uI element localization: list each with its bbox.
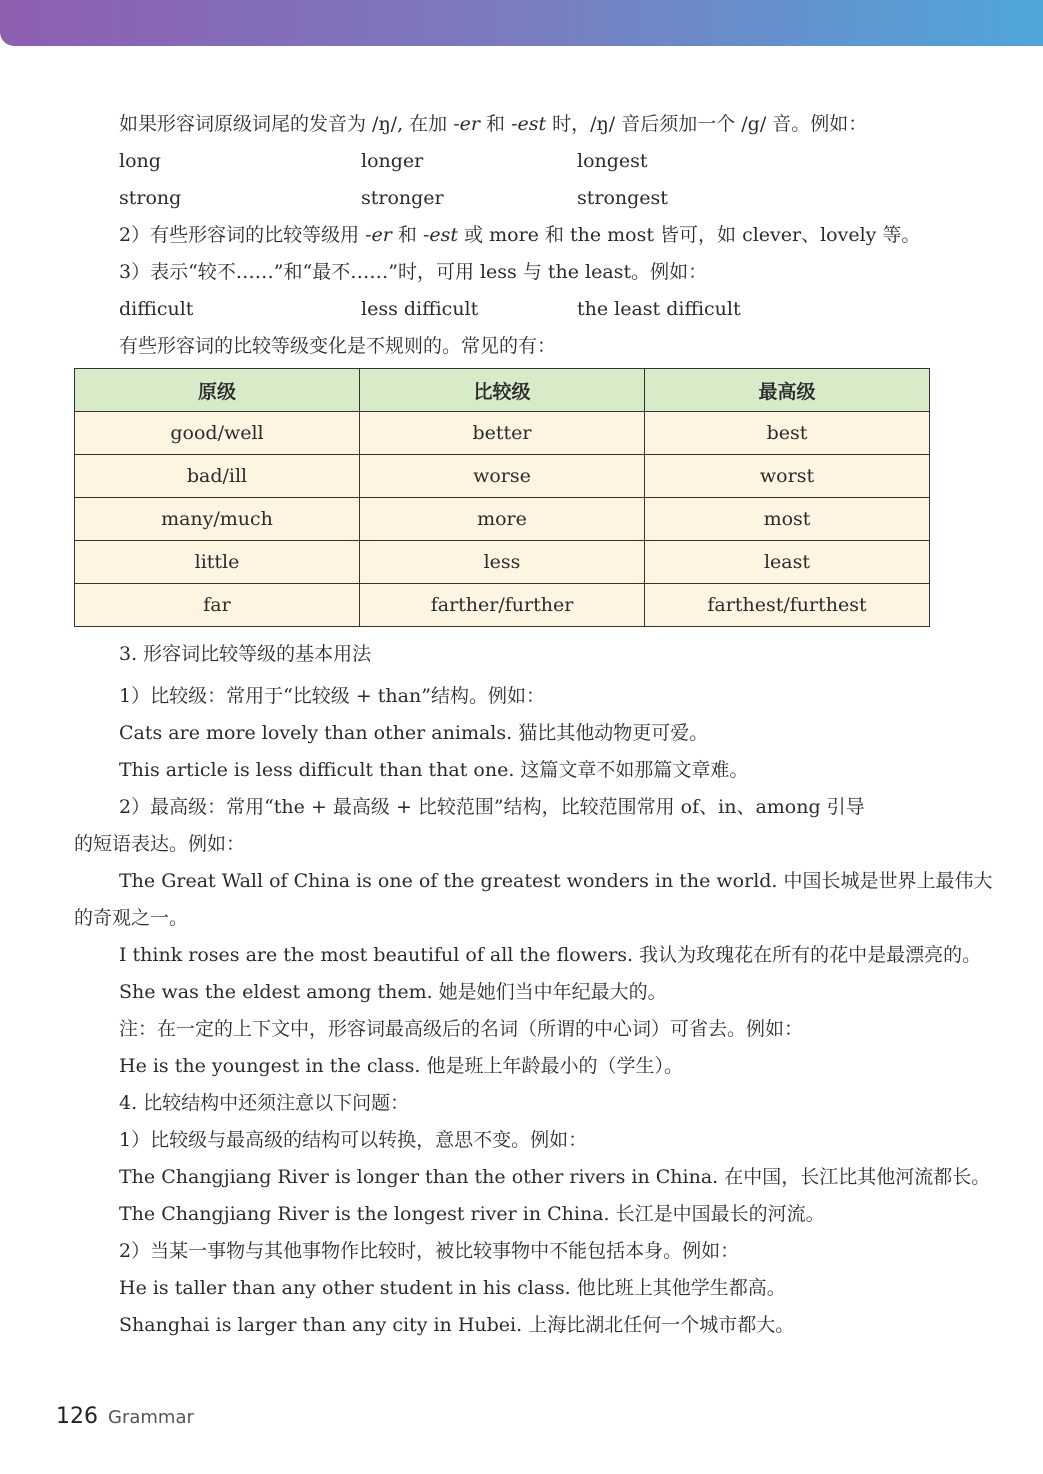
table-cell: far — [75, 584, 360, 627]
table-cell: farthest/furthest — [645, 584, 930, 627]
text-line: 2）当某一事物与其他事物作比较时，被比较事物中不能包括本身。例如： — [119, 1240, 740, 1262]
table-row — [75, 412, 930, 455]
text-line: 1）比较级：常用于“比较级 + than”结构。例如： — [119, 685, 545, 707]
text-line-rule-3: 3）表示“较不……”和“最不……”时，可用 less 与 the least。例如： — [119, 261, 708, 283]
example-sentence: He is taller than any other student in his class. 他比班上其他学生都高。 — [119, 1277, 786, 1299]
example-sentence: The Changjiang River is the longest river in China. 长江是中国最长的河流。 — [119, 1203, 825, 1225]
table-row — [75, 541, 930, 584]
header-superlative: 最高级 — [645, 369, 930, 412]
example-sentence: The Changjiang River is longer than the other rivers in China. 在中国，长江比其他河流都长。 — [119, 1166, 991, 1188]
example-sentence: Cats are more lovely than other animals. 猫比其他动物更可爱。 — [119, 722, 709, 744]
section-heading-3: 3. 形容词比较等级的基本用法 — [119, 643, 372, 665]
table-cell: bad/ill — [75, 455, 360, 498]
example-sentence: He is the youngest in the class. 他是班上年龄最小的（学生）。 — [119, 1055, 683, 1077]
text-line: 的短语表达。例如： — [74, 833, 246, 855]
table-cell: more — [360, 498, 645, 541]
example-sentence: This article is less difficult than that one. 这篇文章不如那篇文章难。 — [119, 759, 749, 781]
irregular-comparison-table — [74, 368, 930, 627]
top-color-bar — [0, 0, 1043, 46]
table-cell: most — [645, 498, 930, 541]
text-line: 2）最高级：常用“the + 最高级 + 比较范围”结构，比较范围常用 of、in、among 引导 — [119, 796, 865, 818]
table-cell: many/much — [75, 498, 360, 541]
table-cell: farther/further — [360, 584, 645, 627]
example-sentence: I think roses are the most beautiful of all the flowers. 我认为玫瑰花在所有的花中是最漂亮的。 — [119, 944, 982, 966]
table-row — [75, 498, 930, 541]
table-cell: less — [360, 541, 645, 584]
table-cell: worse — [360, 455, 645, 498]
header-positive: 原级 — [75, 369, 360, 412]
example-sentence: She was the eldest among them. 她是她们当中年纪最大的。 — [119, 981, 667, 1003]
table-row — [75, 455, 930, 498]
example-sentence: Shanghai is larger than any city in Hubei. 上海比湖北任何一个城市都大。 — [119, 1314, 795, 1336]
table-cell: least — [645, 541, 930, 584]
note-line: 注：在一定的上下文中，形容词最高级后的名词（所谓的中心词）可省去。例如： — [119, 1018, 804, 1040]
text-line: 1）比较级与最高级的结构可以转换，意思不变。例如： — [119, 1129, 588, 1151]
text-line-irregular: 有些形容词的比较等级变化是不规则的。常见的有： — [119, 335, 557, 357]
table-cell: worst — [645, 455, 930, 498]
text-line-ng-rule: 如果形容词原级词尾的发音为 /ŋ/, 在加 -er 和 -est 时，/ŋ/ 音后须加一个 /g/ 音。例如： — [119, 113, 868, 135]
table-cell: good/well — [75, 412, 360, 455]
page-number: 126 — [56, 1404, 98, 1429]
table-header-row — [75, 369, 930, 412]
text-line-rule-2: 2）有些形容词的比较等级用 -er 和 -est 或 more 和 the most 皆可，如 clever、lovely 等。 — [119, 224, 921, 246]
table-cell: better — [360, 412, 645, 455]
page-footer — [56, 1404, 194, 1429]
table-cell: little — [75, 541, 360, 584]
example-sentence: The Great Wall of China is one of the greatest wonders in the world. 中国长城是世界上最伟大 — [119, 870, 993, 892]
table-row — [75, 584, 930, 627]
section-label: Grammar — [108, 1407, 194, 1428]
example-sentence: 的奇观之一。 — [74, 907, 189, 929]
table-cell: best — [645, 412, 930, 455]
header-comparative: 比较级 — [360, 369, 645, 412]
section-heading-4: 4. 比较结构中还须注意以下问题： — [119, 1092, 410, 1114]
